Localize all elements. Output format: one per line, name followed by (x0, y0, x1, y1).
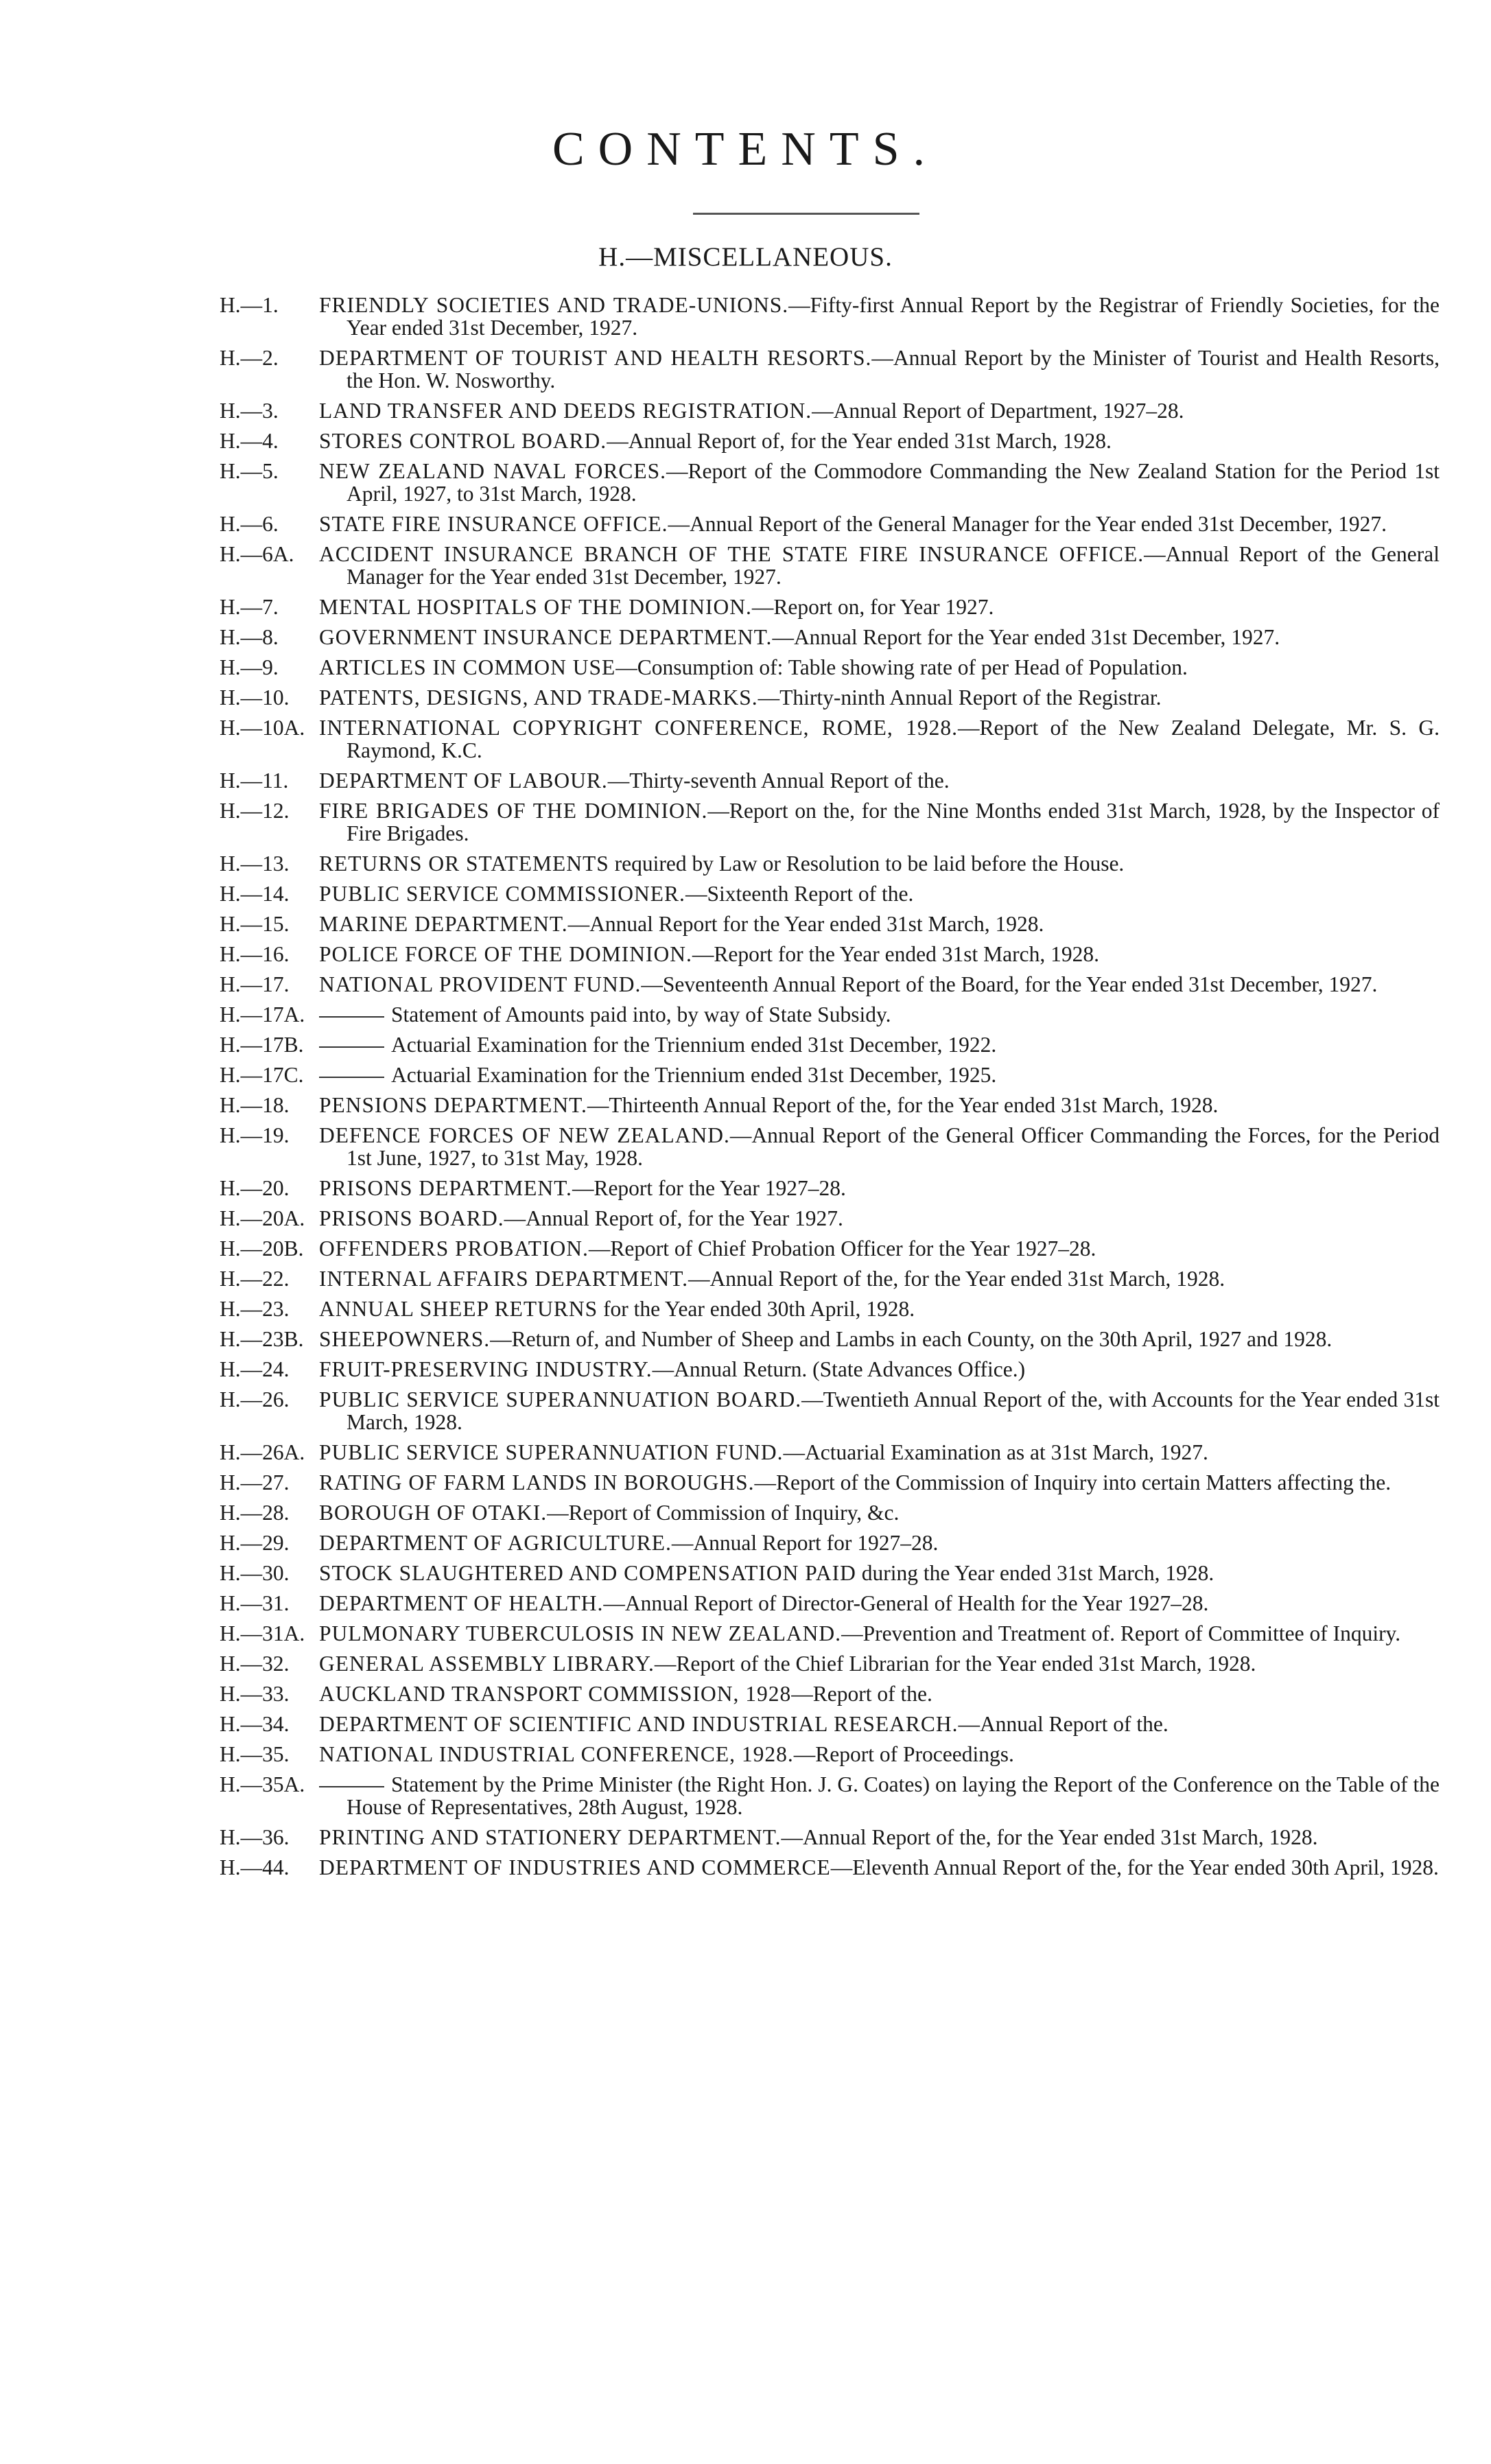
entry-text (319, 460, 1440, 505)
entry-text (319, 1124, 1440, 1169)
contents-entry (220, 294, 1440, 339)
entry-heading: FRIENDLY SOCIETIES AND TRADE-UNIONS. (319, 293, 789, 317)
entry-code: H.—20B. (220, 1236, 304, 1260)
entry-code: H.—23B. (220, 1327, 304, 1351)
contents-entry (220, 1177, 1440, 1199)
entry-heading: PRISONS BOARD. (319, 1206, 504, 1230)
entry-text (319, 1298, 1440, 1320)
entry-code: H.—44. (220, 1855, 290, 1879)
entry-description: —Thirty-seventh Annual Report of the. (607, 768, 950, 793)
entry-text (319, 1441, 1440, 1464)
entry-text (319, 347, 1440, 392)
entry-heading: BOROUGH OF OTAKI. (319, 1501, 548, 1525)
entry-code: H.—18. (220, 1093, 290, 1117)
entry-description: —Annual Report of the General Manager for the Year ended 31st December, 1927. (668, 512, 1387, 536)
contents-entry (220, 1358, 1440, 1381)
entry-heading: GOVERNMENT INSURANCE DEPARTMENT. (319, 625, 773, 649)
entry-code: H.—32. (220, 1652, 290, 1676)
entry-description: required by Law or Resolution to be laid before the House. (609, 852, 1125, 876)
entry-heading: SHEEPOWNERS. (319, 1327, 491, 1351)
entry-text (319, 1856, 1440, 1879)
entry-code: H.—22. (220, 1267, 290, 1291)
entry-description: —Seventeenth Annual Report of the Board, for the Year ended 31st December, 1927. (641, 972, 1378, 996)
entry-heading: MENTAL HOSPITALS OF THE DOMINION. (319, 595, 752, 619)
entry-code: H.—17C. (220, 1063, 304, 1087)
entry-description: —Prevention and Treatment of. Report of Committee of Inquiry. (841, 1621, 1401, 1645)
entry-description: —Report on, for Year 1927. (751, 595, 994, 619)
entry-code: H.—27. (220, 1470, 290, 1494)
entry-code: H.—10A. (220, 716, 305, 740)
contents-entry (220, 430, 1440, 452)
entry-code: H.—29. (220, 1531, 290, 1555)
entry-description: —Report for the Year 1927–28. (572, 1176, 846, 1200)
entry-description: —Report of the. (791, 1682, 932, 1706)
ditto-dash (319, 1016, 384, 1018)
contents-entry (220, 347, 1440, 392)
entry-code: H.—2. (220, 346, 279, 370)
entry-description: during the Year ended 31st March, 1928. (856, 1561, 1214, 1585)
contents-entry (220, 1501, 1440, 1524)
entry-code: H.—14. (220, 882, 290, 906)
entry-description: for the Year ended 30th April, 1928. (598, 1297, 915, 1321)
contents-entry (220, 1562, 1440, 1584)
entry-heading: PUBLIC SERVICE SUPERANNUATION BOARD. (319, 1387, 802, 1411)
entry-description: —Report of the Commission of Inquiry into certain Matters affecting the. (754, 1470, 1392, 1494)
entry-code: H.—3. (220, 399, 279, 423)
entry-text (319, 1826, 1440, 1849)
ditto-dash (319, 1046, 384, 1048)
entry-text (319, 716, 1440, 762)
entry-code: H.—30. (220, 1561, 290, 1585)
entry-text (319, 769, 1440, 792)
entry-heading: OFFENDERS PROBATION. (319, 1236, 589, 1260)
page-title: CONTENTS. (552, 123, 939, 176)
entry-description: —Annual Report of the General Officer Commanding the Forces, for the Period 1st June, 1927, to 31st May, 1928. (347, 1123, 1440, 1170)
contents-entry (220, 913, 1440, 935)
entry-heading: PENSIONS DEPARTMENT. (319, 1093, 587, 1117)
entry-text (319, 1562, 1440, 1584)
entry-description: —Annual Report of the, for the Year ended 31st March, 1928. (781, 1825, 1318, 1849)
entry-description: —Thirteenth Annual Report of the, for the Year ended 31st March, 1928. (587, 1093, 1219, 1117)
entry-text (319, 799, 1440, 845)
entry-description: Actuarial Examination for the Triennium ended 31st December, 1922. (391, 1033, 997, 1057)
entry-text (319, 1094, 1440, 1116)
entry-description: —Report on the, for the Nine Months ended 31st March, 1928, by the Inspector of Fire Brigades. (347, 799, 1440, 845)
entry-description: —Annual Report of the General Manager for the Year ended 31st December, 1927. (347, 542, 1440, 589)
contents-entry (220, 1743, 1440, 1765)
entry-description: —Report of the New Zealand Delegate, Mr. S. G. Raymond, K.C. (347, 716, 1440, 762)
entry-code: H.—20. (220, 1176, 290, 1200)
entry-heading: NATIONAL PROVIDENT FUND. (319, 972, 642, 996)
entry-description: —Sixteenth Report of the. (685, 882, 914, 906)
contents-entry (220, 1064, 1440, 1086)
entry-heading: RATING OF FARM LANDS IN BOROUGHS. (319, 1470, 755, 1494)
entry-description: —Report of the Chief Librarian for the Year ended 31st March, 1928. (654, 1652, 1256, 1676)
entry-code: H.—33. (220, 1682, 290, 1706)
entry-text (319, 1328, 1440, 1350)
entry-text (319, 1501, 1440, 1524)
entry-heading: MARINE DEPARTMENT. (319, 912, 568, 936)
entry-text (319, 1064, 1440, 1086)
entry-code: H.—26A. (220, 1440, 305, 1464)
entry-code: H.—1. (220, 293, 279, 317)
contents-entry (220, 686, 1440, 709)
entry-text (319, 1682, 1440, 1705)
entry-heading: FRUIT-PRESERVING INDUSTRY. (319, 1357, 653, 1381)
entry-description: —Annual Report for 1927–28. (671, 1531, 939, 1555)
contents-entry (220, 769, 1440, 792)
entry-code: H.—5. (220, 459, 279, 483)
entry-heading: ARTICLES IN COMMON USE (319, 655, 616, 679)
entry-description: —Twentieth Annual Report of the, with Accounts for the Year ended 31st March, 1928. (347, 1387, 1440, 1434)
entry-heading: NATIONAL INDUSTRIAL CONFERENCE, 1928. (319, 1742, 794, 1766)
entry-description: —Thirty-ninth Annual Report of the Registrar. (758, 685, 1162, 709)
entry-heading: STOCK SLAUGHTERED AND COMPENSATION PAID (319, 1561, 856, 1585)
entry-description: —Report of Chief Probation Officer for the Year 1927–28. (588, 1236, 1096, 1260)
entry-text (319, 1592, 1440, 1615)
entry-description: —Fifty-first Annual Report by the Registrar of Friendly Societies, for the Year ended 31st December, 1927. (347, 293, 1440, 340)
entry-description: Statement of Amounts paid into, by way of State Subsidy. (391, 1002, 891, 1026)
entry-text (319, 686, 1440, 709)
entry-heading: AUCKLAND TRANSPORT COMMISSION, 1928 (319, 1682, 792, 1706)
entry-description: Actuarial Examination for the Triennium ended 31st December, 1925. (391, 1063, 997, 1087)
entry-code: H.—6A. (220, 542, 294, 566)
entry-text (319, 294, 1440, 339)
entry-code: H.—28. (220, 1501, 290, 1525)
contents-entry (220, 1441, 1440, 1464)
contents-entry (220, 1856, 1440, 1879)
entry-text (319, 913, 1440, 935)
entry-text (319, 943, 1440, 965)
entry-text (319, 1237, 1440, 1260)
contents-entry (220, 1094, 1440, 1116)
contents-entry (220, 799, 1440, 845)
entry-code: H.—9. (220, 655, 279, 679)
contents-entry (220, 460, 1440, 505)
entry-text (319, 1622, 1440, 1645)
entry-heading: DEPARTMENT OF AGRICULTURE. (319, 1531, 672, 1555)
entry-description: —Report for the Year ended 31st March, 1928. (692, 942, 1099, 966)
entry-description: —Annual Report by the Minister of Tourist and Health Resorts, the Hon. W. Nosworthy. (347, 346, 1440, 392)
entry-text (319, 1713, 1440, 1735)
contents-entry (220, 1267, 1440, 1290)
entry-text (319, 1267, 1440, 1290)
entry-text (319, 1033, 1440, 1056)
entry-description: —Report of the Commodore Commanding the New Zealand Station for the Period 1st April, 1927, to 31st March, 1928. (347, 459, 1440, 506)
entry-code: H.—23. (220, 1297, 290, 1321)
entry-text (319, 1207, 1440, 1230)
section-heading: H.—MISCELLANEOUS. (598, 242, 893, 272)
entry-text (319, 513, 1440, 535)
entry-description: —Annual Report of, for the Year ended 31st March, 1928. (607, 429, 1112, 453)
entry-code: H.—36. (220, 1825, 290, 1849)
contents-entry (220, 1033, 1440, 1056)
entry-description: —Annual Report of Department, 1927–28. (812, 399, 1184, 423)
entry-text (319, 430, 1440, 452)
entry-description: —Eleventh Annual Report of the, for the Year ended 30th April, 1928. (830, 1855, 1439, 1879)
contents-entry (220, 1773, 1440, 1818)
entry-heading: ANNUAL SHEEP RETURNS (319, 1297, 598, 1321)
entry-code: H.—8. (220, 625, 279, 649)
contents-entry (220, 1328, 1440, 1350)
ditto-dash (319, 1786, 384, 1787)
entry-code: H.—7. (220, 595, 279, 619)
entry-text (319, 1743, 1440, 1765)
entry-code: H.—12. (220, 799, 290, 823)
entry-heading: PUBLIC SERVICE SUPERANNUATION FUND. (319, 1440, 784, 1464)
entry-heading: INTERNAL AFFAIRS DEPARTMENT. (319, 1267, 689, 1291)
contents-entry (220, 656, 1440, 679)
entry-heading: PULMONARY TUBERCULOSIS IN NEW ZEALAND. (319, 1621, 842, 1645)
entry-code: H.—17. (220, 972, 290, 996)
entry-description: —Annual Report for the Year ended 31st March, 1928. (567, 912, 1044, 936)
contents-entry (220, 399, 1440, 422)
contents-entry (220, 1622, 1440, 1645)
entry-heading: DEPARTMENT OF INDUSTRIES AND COMMERCE (319, 1855, 831, 1879)
entry-description: —Annual Report for the Year ended 31st December, 1927. (772, 625, 1280, 649)
entry-text (319, 1358, 1440, 1381)
entry-code: H.—20A. (220, 1206, 305, 1230)
contents-entry (220, 1298, 1440, 1320)
contents-entry (220, 513, 1440, 535)
entry-text (319, 1471, 1440, 1494)
entry-heading: NEW ZEALAND NAVAL FORCES. (319, 459, 667, 483)
entry-text (319, 1177, 1440, 1199)
entry-description: —Return of, and Number of Sheep and Lambs in each County, on the 30th April, 1927 and 1928. (490, 1327, 1332, 1351)
entry-heading: GENERAL ASSEMBLY LIBRARY. (319, 1652, 655, 1676)
entry-heading: POLICE FORCE OF THE DOMINION. (319, 942, 692, 966)
contents-entry (220, 943, 1440, 965)
entry-heading: FIRE BRIGADES OF THE DOMINION. (319, 799, 708, 823)
entry-text (319, 626, 1440, 648)
entry-text (319, 543, 1440, 588)
entry-heading: ACCIDENT INSURANCE BRANCH OF THE STATE FIRE INSURANCE OFFICE. (319, 542, 1144, 566)
entry-heading: DEPARTMENT OF SCIENTIFIC AND INDUSTRIAL RESEARCH. (319, 1712, 959, 1736)
contents-entry (220, 1471, 1440, 1494)
entry-text (319, 1388, 1440, 1433)
entry-code: H.—4. (220, 429, 279, 453)
entry-code: H.—34. (220, 1712, 290, 1736)
contents-entry (220, 1124, 1440, 1169)
contents-entry (220, 626, 1440, 648)
contents-entry (220, 1388, 1440, 1433)
entry-code: H.—31A. (220, 1621, 305, 1645)
entry-text (319, 1773, 1440, 1818)
entry-text (319, 656, 1440, 679)
entry-code: H.—19. (220, 1123, 290, 1147)
entry-description: —Report of Commission of Inquiry, &c. (547, 1501, 900, 1525)
entry-description: —Annual Report of Director-General of Health for the Year 1927–28. (603, 1591, 1209, 1615)
entry-heading: STATE FIRE INSURANCE OFFICE. (319, 512, 668, 536)
entry-text (319, 1003, 1440, 1026)
entry-heading: RETURNS OR STATEMENTS (319, 852, 609, 876)
contents-entry (220, 1826, 1440, 1849)
contents-entry (220, 1003, 1440, 1026)
entry-heading: PUBLIC SERVICE COMMISSIONER. (319, 882, 685, 906)
entry-code: H.—10. (220, 685, 290, 709)
contents-entry (220, 882, 1440, 905)
contents-entry (220, 543, 1440, 588)
entry-text (319, 1652, 1440, 1675)
entry-text (319, 852, 1440, 875)
entry-text (319, 882, 1440, 905)
contents-entry (220, 1532, 1440, 1554)
entry-text (319, 1532, 1440, 1554)
entry-heading: PRINTING AND STATIONERY DEPARTMENT. (319, 1825, 782, 1849)
contents-entry (220, 716, 1440, 762)
entry-code: H.—16. (220, 942, 290, 966)
entry-heading: DEPARTMENT OF LABOUR. (319, 768, 608, 793)
contents-list (220, 294, 1440, 1886)
entry-description: —Annual Report of the, for the Year ended 31st March, 1928. (688, 1267, 1225, 1291)
ditto-dash (319, 1077, 384, 1078)
entry-code: H.—6. (220, 512, 279, 536)
entry-code: H.—31. (220, 1591, 290, 1615)
entry-heading: PATENTS, DESIGNS, AND TRADE-MARKS. (319, 685, 758, 709)
entry-text (319, 596, 1440, 618)
entry-description: —Annual Report of, for the Year 1927. (504, 1206, 843, 1230)
entry-code: H.—13. (220, 852, 290, 876)
entry-heading: INTERNATIONAL COPYRIGHT CONFERENCE, ROME, 1928. (319, 716, 958, 740)
contents-entry (220, 1592, 1440, 1615)
entry-description: —Report of Proceedings. (793, 1742, 1014, 1766)
entry-description: Statement by the Prime Minister (the Right Hon. J. G. Coates) on laying the Report of the Conference on the Table of the House of Representatives, 28th August, 1928. (347, 1772, 1440, 1819)
contents-entry (220, 1652, 1440, 1675)
contents-entry (220, 1713, 1440, 1735)
entry-code: H.—17A. (220, 1002, 305, 1026)
entry-heading: PRISONS DEPARTMENT. (319, 1176, 572, 1200)
entry-heading: LAND TRANSFER AND DEEDS REGISTRATION. (319, 399, 812, 423)
entry-code: H.—17B. (220, 1033, 304, 1057)
contents-entry (220, 596, 1440, 618)
entry-heading: DEFENCE FORCES OF NEW ZEALAND. (319, 1123, 730, 1147)
contents-entry (220, 1682, 1440, 1705)
entry-description: —Annual Report of the. (958, 1712, 1169, 1736)
entry-code: H.—24. (220, 1357, 290, 1381)
contents-entry (220, 973, 1440, 996)
contents-entry (220, 852, 1440, 875)
entry-description: —Consumption of: Table showing rate of per Head of Population. (615, 655, 1188, 679)
entry-code: H.—35A. (220, 1772, 305, 1796)
contents-entry (220, 1207, 1440, 1230)
entry-code: H.—11. (220, 768, 289, 793)
entry-code: H.—35. (220, 1742, 290, 1766)
entry-heading: DEPARTMENT OF HEALTH. (319, 1591, 604, 1615)
entry-heading: DEPARTMENT OF TOURIST AND HEALTH RESORTS. (319, 346, 872, 370)
entry-code: H.—15. (220, 912, 290, 936)
contents-entry (220, 1237, 1440, 1260)
entry-description: —Annual Return. (State Advances Office.) (652, 1357, 1026, 1381)
entry-code: H.—26. (220, 1387, 290, 1411)
entry-heading: STORES CONTROL BOARD. (319, 429, 607, 453)
title-rule (693, 213, 919, 215)
entry-text (319, 973, 1440, 996)
entry-text (319, 399, 1440, 422)
entry-description: —Actuarial Examination as at 31st March, 1927. (783, 1440, 1208, 1464)
